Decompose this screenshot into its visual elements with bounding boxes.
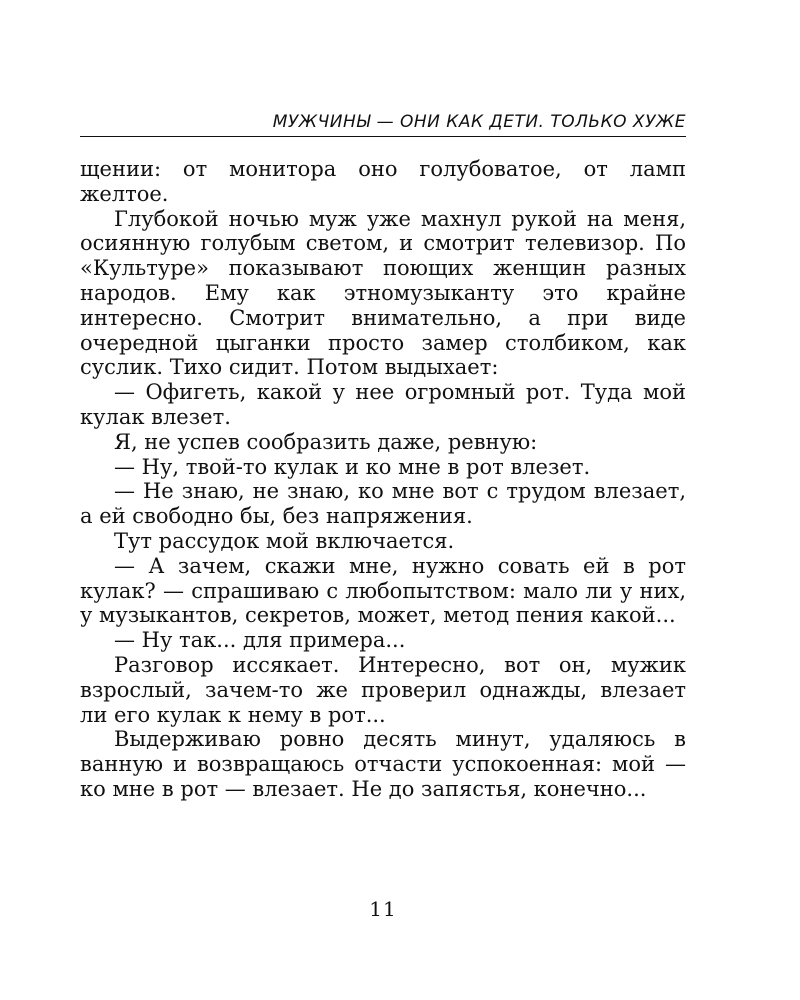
dialogue-line: — Ну так... для примера...	[114, 628, 406, 653]
page-number: 11	[369, 897, 397, 921]
paragraph: Я, не успев сообразить даже, ревную:	[114, 429, 538, 454]
running-head-title: МУЖЧИНЫ — ОНИ КАК ДЕТИ. ТОЛЬКО ХУЖЕ	[272, 112, 686, 132]
paragraph: Глубокой ночью муж уже махнул рукой на меня, осиянную голубым светом, и смотрит телевизор. По «Культуре» показывают поющих женщин разных народов. Ему как этномузыканту это крайне интересно. Смотрит внимательно, а при виде очередной цыганки просто замер столбиком, как суслик. Тихо сидит. Потом выдыхает:	[80, 206, 686, 380]
dialogue-line: — А зачем, скажи мне, нужно совать ей в рот кулак? — спрашиваю с любопытством: мало ли у них, у музыкантов, секретов, может, метод пения какой...	[80, 553, 686, 628]
paragraph: Выдерживаю ровно десять минут, удаляюсь в ванную и возвращаюсь отчасти успокоенная: мой — ко мне в рот — влезает. Не до запястья, конечно...	[80, 727, 686, 801]
paragraph: Разговор иссякает. Интересно, вот он, мужик взрослый, зачем-то же проверил однажды, влезает ли его кулак к нему в рот...	[80, 652, 686, 727]
paragraph: Тут рассудок мой включается.	[114, 528, 455, 553]
paragraph-continued: щении: от монитора оно голубоватое, от ламп желтое.	[80, 157, 686, 206]
dialogue-line: — Не знаю, не знаю, ко мне вот с трудом влезает, а ей свободно бы, без напряжения.	[80, 479, 686, 529]
page-body	[80, 157, 686, 802]
header-divider	[80, 136, 686, 137]
dialogue-line: — Ну, твой-то кулак и ко мне в рот влезет.	[114, 454, 591, 479]
dialogue-line: — Офигеть, какой у нее огромный рот. Туда мой кулак влезет.	[80, 380, 686, 429]
